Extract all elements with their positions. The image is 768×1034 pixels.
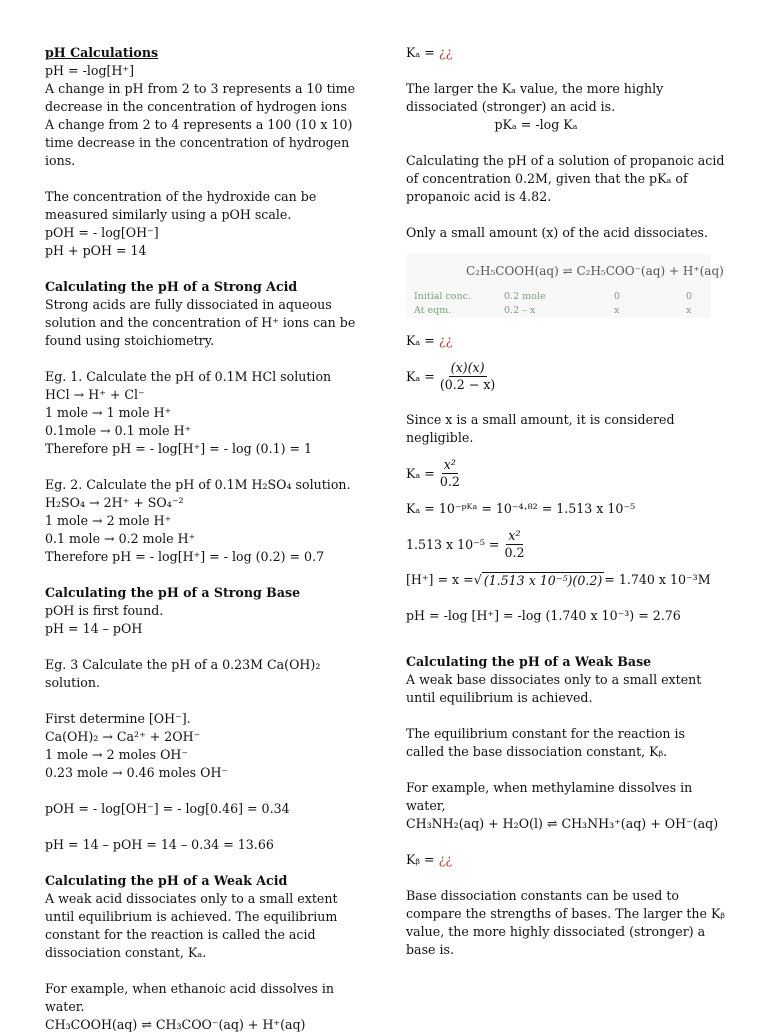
- example-3-line: First determine [OH⁻].: [45, 711, 191, 726]
- strong-base-line: pH = 14 – pOH: [45, 621, 143, 636]
- example-3-ph: pH = 14 – pOH = 14 – 0.34 = 13.66: [45, 837, 274, 852]
- poh-definition: pOH = - log[OH⁻]: [45, 225, 159, 240]
- example-2-line: 1 mole → 2 mole H⁺: [45, 513, 172, 528]
- example-2-line: H₂SO₄ → 2H⁺ + SO₄⁻²: [45, 495, 184, 510]
- strong-acid-description: Strong acids are fully dissociated in aqueous solution and the concentration of H⁺ ions can be found using stoichiometry.: [45, 297, 356, 348]
- example-1-line: 1 mole → 1 mole H⁺: [45, 405, 172, 420]
- example-3-line: Ca(OH)₂ → Ca²⁺ + 2OH⁻: [45, 729, 201, 744]
- ka-placeholder-glyph: ¿¿: [438, 333, 453, 348]
- strong-acid-heading: Calculating the pH of a Strong Acid: [45, 279, 298, 294]
- example-1-line: HCl → H⁺ + Cl⁻: [45, 387, 145, 402]
- ka-value: Kₐ = 10⁻ᵖᴷᵃ = 10⁻⁴·⁸² = 1.513 x 10⁻⁵: [406, 501, 636, 516]
- ice-table-image: C₂H₅COOH(aq) ⇌ C₂H₅COO⁻(aq) + H⁺(aq) Initial conc. 0.2 mole 0 0 At eqm. 0.2 – x x x: [406, 254, 711, 318]
- example-3-title: Eg. 3 Calculate the pH of a 0.23M Ca(OH)₂ solution.: [45, 657, 321, 690]
- ph-definition: pH = -log[H⁺]: [45, 63, 134, 78]
- right-column: [406, 44, 726, 959]
- h-ion-concentration: [H⁺] = x = √ (1.513 x 10⁻⁵)(0.2) = 1.740 x 10⁻³M: [406, 572, 711, 588]
- weak-acid-description: A weak acid dissociates only to a small extent until equilibrium is achieved. The equilibrium constant for the reaction is called the acid dissociation constant, Kₐ.: [45, 891, 338, 960]
- example-2-title: Eg. 2. Calculate the pH of 0.1M H₂SO₄ solution.: [45, 477, 351, 492]
- propanoic-question: Calculating the pH of a solution of propanoic acid of concentration 0.2M, given that the pKₐ of propanoic acid is 4.82.: [406, 153, 725, 204]
- ka-expression: Kₐ = ¿¿: [406, 45, 453, 60]
- example-1-title: Eg. 1. Calculate the pH of 0.1M HCl solution: [45, 369, 332, 384]
- kb-compare-note: Base dissociation constants can be used to compare the strengths of bases. The larger the Kᵦ value, the more highly dissociated (stronger) a base is.: [406, 888, 725, 957]
- kb-placeholder-glyph: ¿¿: [438, 852, 453, 867]
- example-3-line: 1 mole → 2 moles OH⁻: [45, 747, 189, 762]
- ethanoic-intro: For example, when ethanoic acid dissolves in water.: [45, 981, 335, 1014]
- weak-acid-heading: Calculating the pH of a Weak Acid: [45, 873, 288, 888]
- poh-note: The concentration of the hydroxide can be measured similarly using a pOH scale.: [45, 189, 317, 222]
- ice-table-equation: C₂H₅COOH(aq) ⇌ C₂H₅COO⁻(aq) + H⁺(aq): [466, 264, 724, 278]
- ethanoic-equation: CH₃COOH(aq) ⇌ CH₃COO⁻(aq) + H⁺(aq): [45, 1017, 306, 1032]
- left-column: [45, 44, 365, 1034]
- ka-fraction-2: Kₐ = $\frac{\text{x²}}{0.2}$: [406, 457, 460, 489]
- weak-base-description: A weak base dissociates only to a small extent until equilibrium is achieved.: [406, 672, 702, 705]
- ph-poh-sum: pH + pOH = 14: [45, 243, 147, 258]
- small-amount-note: Only a small amount (x) of the acid dissociates.: [406, 225, 709, 240]
- strong-base-heading: Calculating the pH of a Strong Base: [45, 585, 301, 600]
- ka-expression-2: Kₐ = ¿¿: [406, 333, 453, 348]
- pka-definition: pKₐ = -log Kₐ: [494, 117, 578, 132]
- kb-expression: Kᵦ = ¿¿: [406, 852, 453, 867]
- example-1-line: 0.1mole → 0.1 mole H⁺: [45, 423, 192, 438]
- ph-note-1: A change in pH from 2 to 3 represents a 10 time decrease in the concentration of hydrogen ions: [45, 81, 356, 114]
- example-3-poh: pOH = - log[OH⁻] = - log[0.46] = 0.34: [45, 801, 290, 816]
- methylamine-equation: CH₃NH₂(aq) + H₂O(l) ⇌ CH₃NH₃⁺(aq) + OH⁻(aq): [406, 816, 719, 831]
- ka-fraction-1: Kₐ = $\frac{(x)(x)}{(0.2 - x)}$: [406, 360, 496, 392]
- ka-placeholder-glyph: ¿¿: [438, 45, 453, 60]
- ka-equation: 1.513 x 10⁻⁵ = $\frac{\text{x²}}{0.2}$: [406, 528, 525, 560]
- ph-calculations-heading: pH Calculations: [45, 45, 159, 60]
- larger-ka-note: The larger the Kₐ value, the more highly dissociated (stronger) an acid is.: [406, 81, 664, 114]
- negligible-note: Since x is a small amount, it is considered negligible.: [406, 412, 675, 445]
- example-2-line: Therefore pH = - log[H⁺] = - log (0.2) = 0.7: [45, 549, 325, 564]
- example-3-line: 0.23 mole → 0.46 moles OH⁻: [45, 765, 229, 780]
- ph-note-2: A change from 2 to 4 represents a 100 (10 x 10) time decrease in the concentration of hydrogen ions.: [45, 117, 353, 168]
- ph-result: pH = -log [H⁺] = -log (1.740 x 10⁻³) = 2.76: [406, 608, 681, 623]
- example-1-line: Therefore pH = - log[H⁺] = - log (0.1) = 1: [45, 441, 313, 456]
- weak-base-heading: Calculating the pH of a Weak Base: [406, 654, 652, 669]
- methylamine-intro: For example, when methylamine dissolves in water,: [406, 780, 693, 813]
- example-2-line: 0.1 mole → 0.2 mole H⁺: [45, 531, 196, 546]
- kb-description: The equilibrium constant for the reaction is called the base dissociation constant, Kᵦ.: [406, 726, 685, 759]
- strong-base-line: pOH is first found.: [45, 603, 164, 618]
